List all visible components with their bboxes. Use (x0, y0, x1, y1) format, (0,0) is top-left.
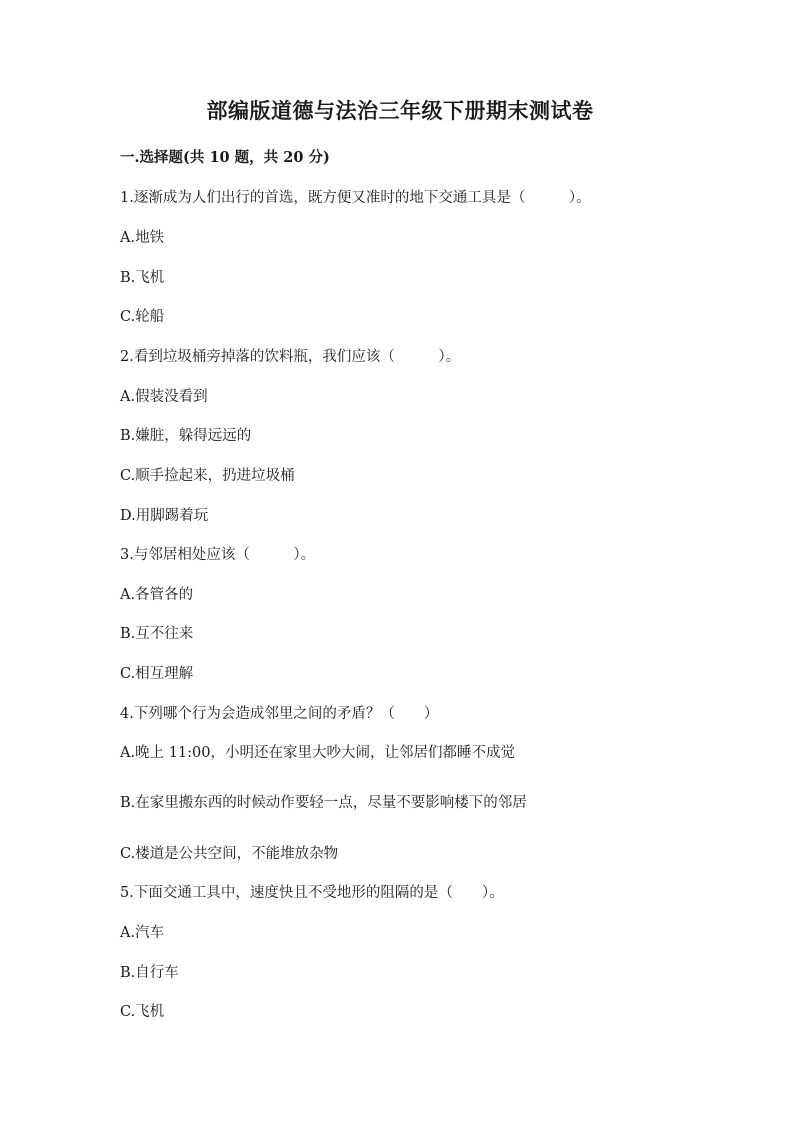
question-3-option-b: B.互不往来 (120, 626, 194, 642)
question-4-option-a: A.晚上 11:00，小明还在家里大吵大闹，让邻居们都睡不成觉 (120, 745, 515, 761)
question-1-option-c: C.轮船 (120, 309, 165, 325)
page-title: 部编版道德与法治三年级下册期末测试卷 (206, 98, 594, 123)
question-5-option-b: B.自行车 (120, 965, 179, 981)
question-3-option-c: C.相互理解 (120, 666, 194, 682)
question-1-option-b: B.飞机 (120, 270, 165, 286)
question-5-option-a: A.汽车 (120, 925, 165, 941)
question-1-option-a: A.地铁 (120, 230, 165, 246)
question-stem-2: 2.看到垃圾桶旁掉落的饮料瓶，我们应该（ ）。 (120, 349, 461, 365)
question-2-option-d: D.用脚踢着玩 (120, 508, 209, 524)
question-stem-1: 1.逐渐成为人们出行的首选，既方便又准时的地下交通工具是（ ）。 (120, 190, 591, 206)
question-2-option-c: C.顺手捡起来，扔进垃圾桶 (120, 468, 295, 484)
question-5-option-c: C.飞机 (120, 1004, 165, 1020)
question-stem-5: 5.下面交通工具中，速度快且不受地形的阻隔的是（ ）。 (120, 885, 504, 901)
question-stem-3: 3.与邻居相处应该（ ）。 (120, 547, 316, 563)
question-4-option-b: B.在家里搬东西的时候动作要轻一点，尽量不要影响楼下的邻居 (120, 795, 527, 811)
question-3-option-a: A.各管各的 (120, 587, 194, 603)
question-4-option-c: C.楼道是公共空间，不能堆放杂物 (120, 846, 339, 862)
question-2-option-a: A.假装没看到 (120, 389, 208, 405)
question-2-option-b: B.嫌脏，躲得远远的 (120, 428, 252, 444)
question-stem-4: 4.下列哪个行为会造成邻里之间的矛盾？（ ） (120, 706, 439, 722)
section-title: 一.选择题(共 10 题，共 20 分) (120, 149, 330, 166)
